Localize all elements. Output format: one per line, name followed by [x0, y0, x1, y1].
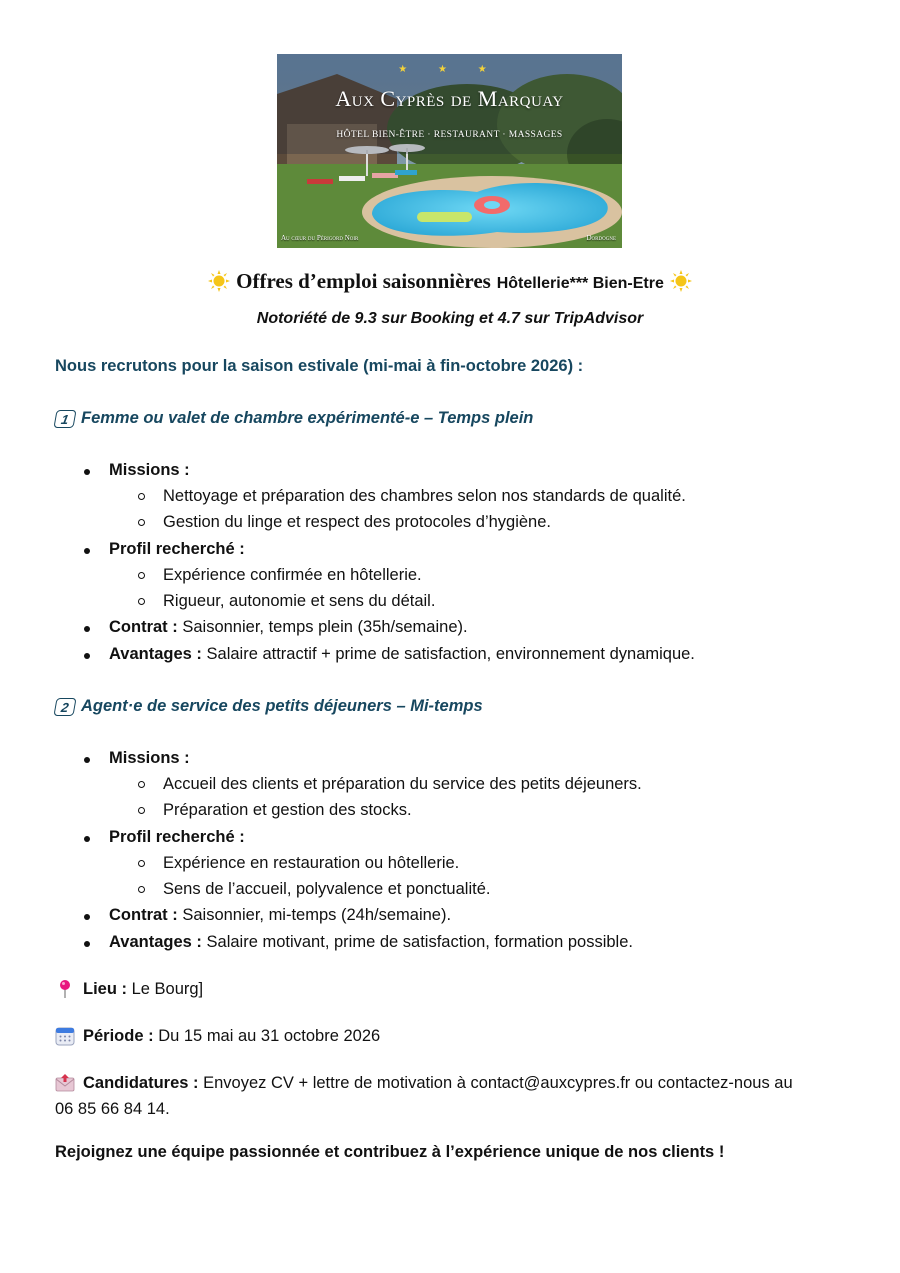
list-item: Gestion du linge et respect des protocoles d’hygiène. — [163, 513, 551, 531]
list-item: Préparation et gestion des stocks. — [163, 801, 412, 819]
hotel-stars: ★ ★ ★ — [398, 64, 501, 75]
intro-heading: Nous recrutons pour la saison estivale (mi-mai à fin-octobre 2026) : — [55, 357, 584, 375]
pin-icon — [55, 979, 75, 999]
period-label: Période : — [83, 1026, 154, 1045]
number-1-icon: 1 — [53, 410, 76, 428]
calendar-icon — [55, 1026, 75, 1046]
page-title — [0, 266, 900, 299]
job-2-title — [55, 697, 483, 716]
applications-line — [55, 1073, 793, 1093]
list-item: Sens de l’accueil, polyvalence et ponctualité. — [163, 880, 491, 898]
envelope-icon — [55, 1073, 75, 1093]
applications-phone: 06 85 66 84 14. — [55, 1100, 170, 1118]
job-1-missions: Missions : — [109, 461, 190, 479]
hotel-banner-image — [277, 54, 622, 248]
rating-line: Notoriété de 9.3 sur Booking et 4.7 sur TripAdvisor — [256, 310, 644, 327]
sun-icon — [670, 270, 692, 292]
job-2-contract: Contrat : Saisonnier, mi-temps (24h/semaine). — [109, 906, 452, 924]
location-value: Le Bourg] — [131, 979, 204, 998]
list-item: Rigueur, autonomie et sens du détail. — [163, 592, 436, 610]
banner-footer-right: Dordogne — [586, 234, 616, 242]
hotel-name: Aux Cyprès de Marquay — [335, 86, 564, 111]
period-value: Du 15 mai au 31 octobre 2026 — [158, 1026, 381, 1045]
banner-photo — [277, 54, 622, 248]
applications-text: Envoyez CV + lettre de motivation à contact@auxcypres.fr ou contactez-nous au — [203, 1073, 793, 1092]
job-1-title — [55, 409, 533, 428]
closing-statement: Rejoignez une équipe passionnée et contribuez à l’expérience unique de nos clients ! — [55, 1143, 725, 1161]
sun-icon — [208, 270, 230, 292]
title-main: Offres d’emploi saisonnières — [236, 269, 491, 293]
job-2-profile: Profil recherché : — [109, 828, 245, 846]
banner-footer-left: Au cœur du Périgord Noir — [281, 234, 359, 242]
period-line — [55, 1026, 380, 1046]
job-1-title-text: Femme ou valet de chambre expérimenté-e – Temps plein — [81, 409, 534, 427]
job-2-benefits: Avantages : Salaire motivant, prime de satisfaction, formation possible. — [109, 933, 633, 951]
job-1-benefits: Avantages : Salaire attractif + prime de satisfaction, environnement dynamique. — [109, 645, 695, 663]
job-1-profile: Profil recherché : — [109, 540, 245, 558]
list-item: Accueil des clients et préparation du service des petits déjeuners. — [163, 775, 642, 793]
location-label: Lieu : — [83, 979, 127, 998]
number-2-icon: 2 — [53, 698, 76, 716]
location-line — [55, 979, 203, 999]
applications-label: Candidatures : — [83, 1073, 199, 1092]
job-2-missions: Missions : — [109, 749, 190, 767]
list-item: Expérience en restauration ou hôtellerie. — [163, 854, 460, 872]
title-sub: Hôtellerie*** Bien-Etre — [496, 275, 664, 292]
job-1-contract: Contrat : Saisonnier, temps plein (35h/semaine). — [109, 618, 468, 636]
list-item: Expérience confirmée en hôtellerie. — [163, 566, 422, 584]
job-2-title-text: Agent·e de service des petits déjeuners – Mi-temps — [81, 697, 483, 715]
list-item: Nettoyage et préparation des chambres selon nos standards de qualité. — [163, 487, 686, 505]
hotel-subtitle: HÔTEL BIEN-ÊTRE · RESTAURANT · MASSAGES — [336, 130, 563, 140]
